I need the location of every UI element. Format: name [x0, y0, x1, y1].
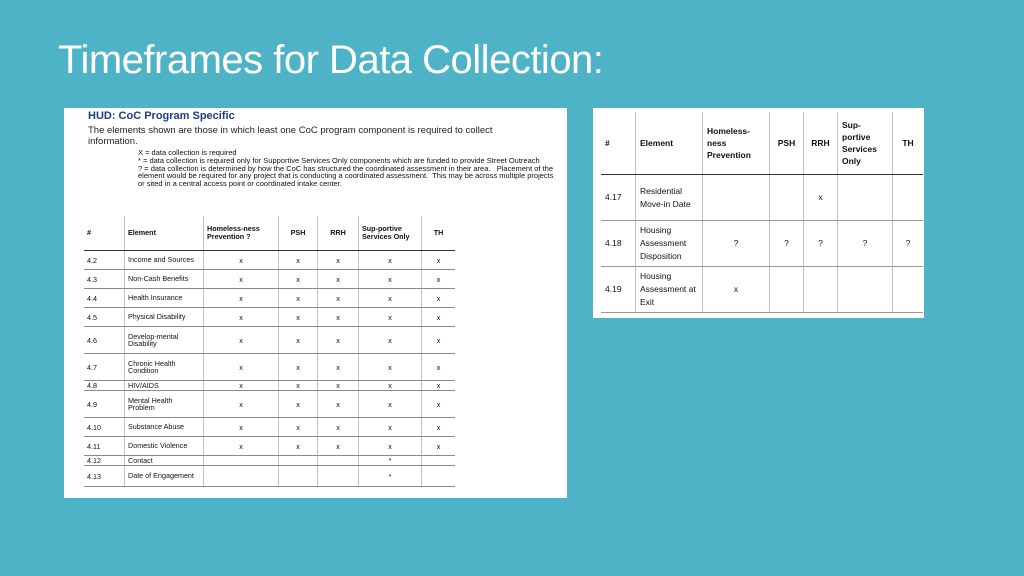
cell-mark: [838, 175, 893, 221]
col-header-psh: PSH: [279, 216, 318, 251]
table-row: [84, 391, 455, 418]
cell-mark: x: [279, 381, 318, 391]
element-detail-panel: [593, 108, 924, 318]
legend: [138, 149, 558, 188]
col-header-th: TH: [893, 112, 924, 175]
cell-mark: x: [422, 354, 456, 381]
cell-mark: [318, 456, 359, 466]
cell-mark: x: [359, 391, 422, 418]
cell-mark: [422, 466, 456, 487]
cell-number: 4.8: [84, 381, 125, 391]
cell-number: 4.18: [601, 221, 636, 267]
cell-element: Non-Cash Benefits: [125, 270, 204, 289]
cell-mark: x: [318, 251, 359, 270]
cell-element: Housing Assessment at Exit: [636, 267, 703, 313]
cell-mark: *: [359, 466, 422, 487]
table-row: [84, 270, 455, 289]
cell-number: 4.10: [84, 418, 125, 437]
cell-mark: x: [422, 391, 456, 418]
cell-mark: x: [204, 251, 279, 270]
cell-number: 4.12: [84, 456, 125, 466]
cell-mark: x: [204, 391, 279, 418]
cell-mark: x: [204, 327, 279, 354]
cell-mark: [422, 456, 456, 466]
cell-mark: ?: [838, 221, 893, 267]
cell-mark: ?: [893, 221, 924, 267]
cell-mark: x: [422, 418, 456, 437]
cell-mark: x: [318, 381, 359, 391]
col-header-psh: PSH: [770, 112, 804, 175]
cell-mark: x: [359, 327, 422, 354]
cell-mark: [770, 175, 804, 221]
table-row: [601, 221, 923, 267]
cell-mark: [838, 267, 893, 313]
cell-element: Date of Engagement: [125, 466, 204, 487]
col-header-rrh: RRH: [318, 216, 359, 251]
cell-mark: x: [359, 381, 422, 391]
table-row: [84, 308, 455, 327]
cell-mark: x: [422, 308, 456, 327]
cell-mark: x: [359, 437, 422, 456]
table-row: [84, 437, 455, 456]
elements-table-right: [601, 112, 923, 313]
cell-mark: [279, 456, 318, 466]
cell-element: Housing Assessment Disposition: [636, 221, 703, 267]
cell-mark: x: [422, 437, 456, 456]
hud-program-panel: [64, 108, 567, 498]
cell-mark: [893, 175, 924, 221]
cell-number: 4.5: [84, 308, 125, 327]
cell-mark: x: [279, 354, 318, 381]
elements-table-left: [84, 216, 455, 487]
cell-mark: x: [204, 418, 279, 437]
cell-mark: x: [318, 327, 359, 354]
cell-number: 4.7: [84, 354, 125, 381]
cell-number: 4.6: [84, 327, 125, 354]
cell-mark: x: [422, 251, 456, 270]
cell-mark: [318, 466, 359, 487]
col-header-element: Element: [636, 112, 703, 175]
cell-mark: x: [318, 437, 359, 456]
cell-element: Chronic Health Condition: [125, 354, 204, 381]
cell-mark: x: [204, 381, 279, 391]
cell-mark: x: [204, 308, 279, 327]
cell-mark: x: [318, 354, 359, 381]
cell-mark: x: [359, 251, 422, 270]
cell-mark: x: [204, 437, 279, 456]
legend-item: ? = data collection is determined by how the CoC has structured the coordinated assessment in their area. Placement of the element would be required for any project that is conducting a coordinated assessment. This may be across multiple projects or sited in a central access point or coordinated intake center.: [138, 163, 556, 189]
cell-mark: [770, 267, 804, 313]
table-row: [84, 456, 455, 466]
panel-intro: The elements shown are those in which least one CoC program component is required to collect information.: [88, 125, 493, 147]
cell-mark: x: [279, 391, 318, 418]
cell-element: Substance Abuse: [125, 418, 204, 437]
cell-mark: x: [318, 308, 359, 327]
cell-mark: x: [279, 327, 318, 354]
table-row: [84, 354, 455, 381]
cell-mark: [893, 267, 924, 313]
col-header-th: TH: [422, 216, 456, 251]
col-header-homelessness-prevention: Homeless-ness Prevention: [703, 112, 770, 175]
cell-element: Physical Disability: [125, 308, 204, 327]
cell-mark: [804, 267, 838, 313]
cell-element: HIV/AIDS: [125, 381, 204, 391]
cell-mark: [703, 175, 770, 221]
col-header-supportive-services-only: Sup-portive Services Only: [838, 112, 893, 175]
cell-element: Income and Sources: [125, 251, 204, 270]
table-row: [601, 267, 923, 313]
cell-number: 4.9: [84, 391, 125, 418]
col-header-supportive-services-only: Sup-portive Services Only: [359, 216, 422, 251]
legend-item: * = data collection is required only for Supportive Services Only components which are funded to provide Street Outreach: [138, 155, 540, 165]
slide-title: Timeframes for Data Collection:: [58, 38, 604, 82]
cell-mark: x: [279, 289, 318, 308]
cell-mark: ?: [703, 221, 770, 267]
cell-mark: x: [279, 308, 318, 327]
col-header-number: #: [84, 216, 125, 251]
cell-mark: x: [422, 270, 456, 289]
legend-item: X = data collection is required: [138, 148, 237, 157]
cell-element: Residential Move-in Date: [636, 175, 703, 221]
table-row: [84, 289, 455, 308]
cell-number: 4.13: [84, 466, 125, 487]
table-row: [84, 466, 455, 487]
cell-mark: ?: [804, 221, 838, 267]
cell-element: Contact: [125, 456, 204, 466]
cell-mark: x: [359, 270, 422, 289]
cell-mark: x: [359, 418, 422, 437]
cell-mark: x: [204, 270, 279, 289]
cell-mark: *: [359, 456, 422, 466]
cell-mark: [279, 466, 318, 487]
cell-mark: x: [359, 289, 422, 308]
col-header-homelessness-prevention: Homeless-ness Prevention ?: [204, 216, 279, 251]
cell-mark: x: [279, 251, 318, 270]
col-header-rrh: RRH: [804, 112, 838, 175]
cell-mark: x: [318, 391, 359, 418]
cell-mark: ?: [770, 221, 804, 267]
cell-number: 4.17: [601, 175, 636, 221]
table-header-row: [84, 216, 455, 251]
cell-mark: [204, 466, 279, 487]
cell-number: 4.2: [84, 251, 125, 270]
cell-number: 4.11: [84, 437, 125, 456]
cell-mark: x: [422, 381, 456, 391]
cell-mark: x: [318, 418, 359, 437]
cell-element: Develop-mental Disability: [125, 327, 204, 354]
cell-number: 4.3: [84, 270, 125, 289]
col-header-element: Element: [125, 216, 204, 251]
cell-mark: [204, 456, 279, 466]
cell-mark: x: [204, 354, 279, 381]
cell-mark: x: [279, 418, 318, 437]
table-row: [601, 175, 923, 221]
table-row: [84, 251, 455, 270]
table-header-row: [601, 112, 923, 175]
cell-number: 4.19: [601, 267, 636, 313]
cell-element: Health Insurance: [125, 289, 204, 308]
cell-mark: x: [279, 270, 318, 289]
cell-mark: x: [279, 437, 318, 456]
table-row: [84, 381, 455, 391]
cell-mark: x: [359, 308, 422, 327]
cell-number: 4.4: [84, 289, 125, 308]
cell-mark: x: [318, 270, 359, 289]
cell-mark: x: [703, 267, 770, 313]
cell-mark: x: [359, 354, 422, 381]
panel-heading: HUD: CoC Program Specific: [88, 110, 235, 122]
col-header-number: #: [601, 112, 636, 175]
cell-element: Domestic Violence: [125, 437, 204, 456]
cell-mark: x: [804, 175, 838, 221]
cell-mark: x: [422, 289, 456, 308]
cell-mark: x: [204, 289, 279, 308]
cell-mark: x: [422, 327, 456, 354]
cell-element: Mental Health Problem: [125, 391, 204, 418]
table-row: [84, 418, 455, 437]
table-row: [84, 327, 455, 354]
cell-mark: x: [318, 289, 359, 308]
